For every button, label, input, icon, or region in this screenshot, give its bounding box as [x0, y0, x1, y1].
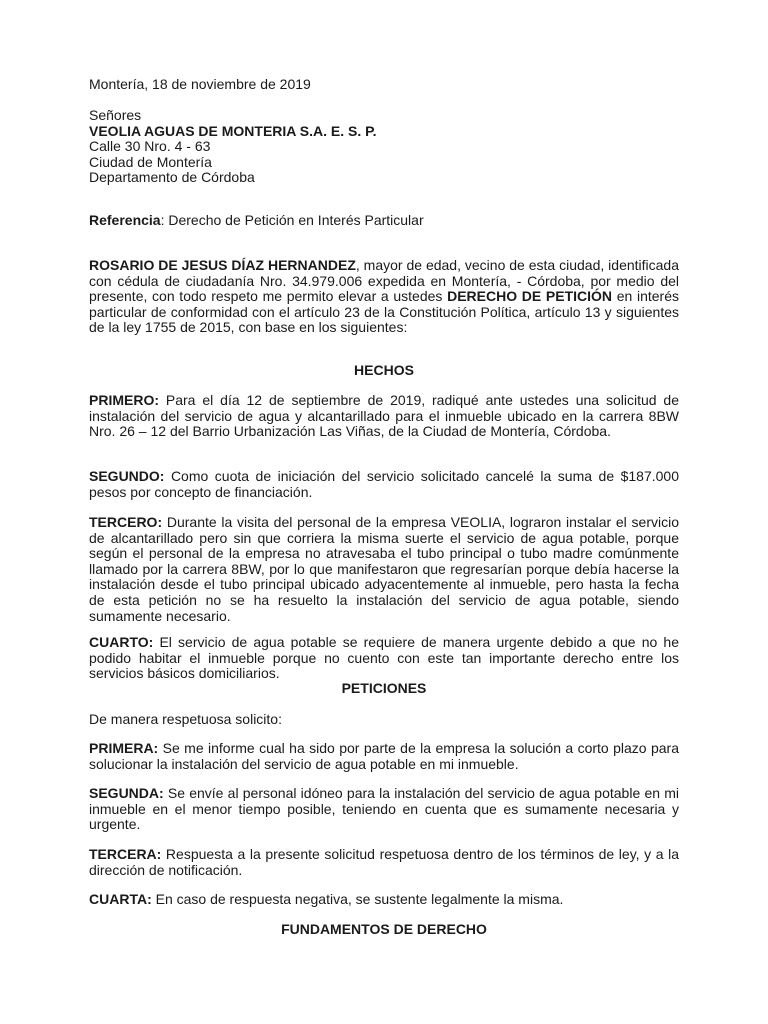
peticion-label: TERCERA:: [89, 846, 162, 862]
intro-text-2: en interés particular de conformidad con el artículo 23 de la Constitución Política, artículo 13 y siguientes de la ley 1755 de 2015, con base en los siguientes:: [89, 288, 680, 336]
peticion-text: Se envíe al personal idóneo para la instalación del servicio de agua potable en mi inmueble en el menor tiempo posible, teniendo en cuenta que es sumamente necesaria y urgente.: [89, 785, 679, 833]
recipient-address: Calle 30 Nro. 4 - 63: [89, 138, 211, 155]
reference-label: Referencia: [89, 212, 161, 228]
fundamentos-heading: FUNDAMENTOS DE DERECHO: [281, 921, 487, 937]
peticion-text: Respuesta a la presente solicitud respetuosa dentro de los términos de ley, y a la dirección de notificación.: [89, 846, 679, 878]
intro-paragraph: [89, 258, 679, 336]
hecho-item-tercero: [89, 515, 679, 624]
recipient-block: [89, 108, 679, 186]
petitioner-name: ROSARIO DE JESUS DÍAZ HERNANDEZ: [89, 257, 356, 273]
peticion-item-primera: [89, 741, 679, 772]
peticion-item-cuarta: [89, 892, 679, 908]
hecho-text: Como cuota de iniciación del servicio solicitado cancelé la suma de $187.000 pesos por concepto de financiación.: [89, 468, 679, 500]
hecho-text: Para el día 12 de septiembre de 2019, radiqué ante ustedes una solicitud de instalación del servicio de agua y alcantarillado para el inmueble ubicado en la carrera 8BW Nro. 26 – 12 del Barrio Urbanización Las Viñas, de la Ciudad de Montería, Córdoba.: [89, 392, 679, 440]
hecho-label: PRIMERO:: [89, 392, 159, 408]
hecho-label: TERCERO:: [89, 514, 163, 530]
hecho-label: SEGUNDO:: [89, 468, 165, 484]
peticiones-lead: De manera respetuosa solicito:: [89, 711, 282, 727]
peticion-item-segunda: [89, 786, 679, 833]
hecho-text: El servicio de agua potable se requiere de manera urgente debido a que no he podido habitar el inmueble porque no cuento con este tan importante derecho entre los servicios básicos domiciliarios.: [89, 634, 679, 682]
reference-text: : Derecho de Petición en Interés Particular: [160, 212, 424, 228]
recipient-city: Ciudad de Montería: [89, 153, 212, 170]
hecho-text: Durante la visita del personal de la empresa VEOLIA, lograron instalar el servicio de alcantarillado pero sin que corriera la misma suerte el servicio de agua potable, porque según el personal de la empresa no atravesaba el tubo principal o tubo madre comúnmente llamado por la carrera 8BW, por lo que manifestaron que regresarían porque debía hacerse la instalación desde el tubo principal ubicado adyacentemente al inmueble, pero hasta la fecha de esta petición no se ha resuelto la instalación del servicio de agua potable, siendo sumamente necesario.: [89, 514, 679, 624]
reference-line: [89, 213, 679, 229]
peticion-label: CUARTA:: [89, 891, 152, 907]
date-line: Montería, 18 de noviembre de 2019: [89, 76, 311, 92]
hechos-heading: HECHOS: [354, 362, 414, 378]
peticion-text: Se me informe cual ha sido por parte de la empresa la solución a corto plazo para solucionar la instalación del servicio de agua potable en mi inmueble.: [89, 740, 679, 772]
intro-text-1: , mayor de edad, vecino de esta ciudad, identificada con cédula de ciudadanía Nro. 34.979.006 expedida en Montería, - Córdoba, por medio del presente, con todo respeto me permito elevar a ustedes: [89, 257, 679, 305]
recipient-company: VEOLIA AGUAS DE MONTERIA S.A. E. S. P.: [89, 122, 377, 139]
hecho-item-cuarto: [89, 635, 679, 682]
hecho-item-primero: [89, 393, 679, 440]
peticiones-heading: PETICIONES: [341, 680, 427, 696]
peticion-text: En caso de respuesta negativa, se sustente legalmente la misma.: [151, 891, 564, 907]
petition-label: DERECHO DE PETICIÓN: [447, 288, 613, 305]
hecho-label: CUARTO:: [89, 634, 154, 650]
recipient-salutation: Señores: [89, 107, 142, 123]
recipient-department: Departamento de Córdoba: [89, 169, 255, 186]
hecho-item-segundo: [89, 469, 679, 500]
peticion-item-tercera: [89, 847, 679, 878]
peticion-label: SEGUNDA:: [89, 785, 164, 801]
peticion-label: PRIMERA:: [89, 740, 159, 756]
